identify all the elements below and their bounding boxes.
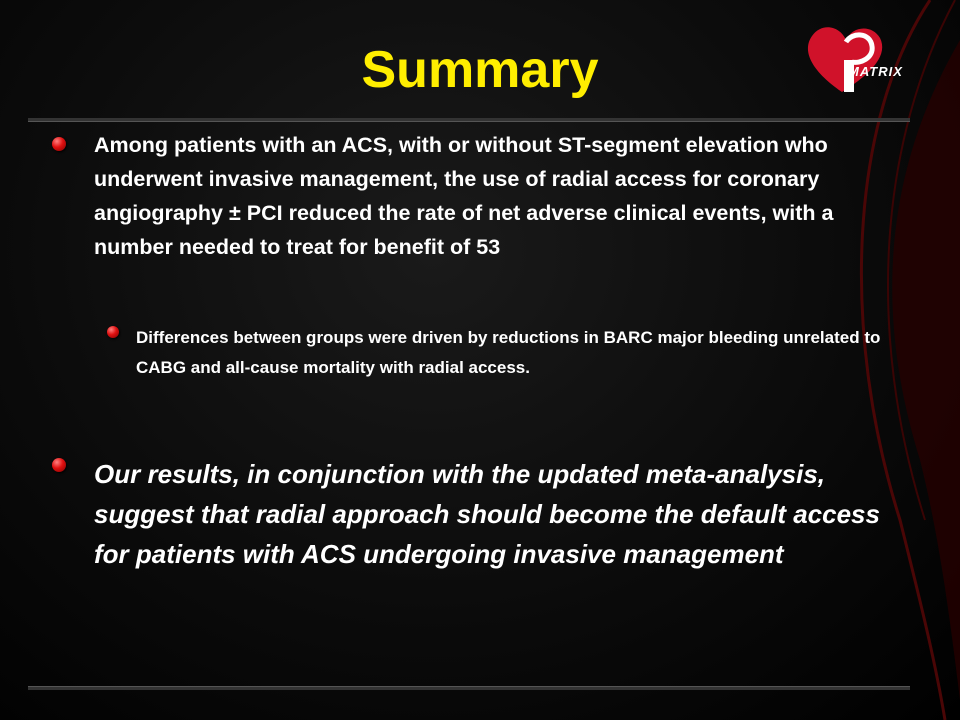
- bullet-text-3: Our results, in conjunction with the updated meta-analysis, suggest that radial approach should become the default access for patients with ACS undergoing invasive management: [94, 459, 880, 569]
- bullet-icon: [52, 137, 66, 151]
- bullet-text-2: Differences between groups were driven by reductions in BARC major bleeding unrelated to CABG and all-cause mortality with radial access.: [136, 328, 881, 377]
- bullet-text-1: Among patients with an ACS, with or without ST-segment elevation who underwent invasive management, the use of radial access for coronary angiography ± PCI reduced the rate of net adverse clinical events, with a number needed to treat for benefit of 53: [94, 133, 834, 259]
- matrix-heart-logo-icon: [800, 20, 940, 100]
- slide-title: Summary: [361, 41, 599, 99]
- bullet-icon: [52, 458, 66, 472]
- top-divider: [28, 118, 910, 122]
- bottom-divider: [28, 686, 910, 690]
- logo-text: MATRIX: [848, 64, 903, 79]
- sub-bullet-icon: [107, 326, 119, 338]
